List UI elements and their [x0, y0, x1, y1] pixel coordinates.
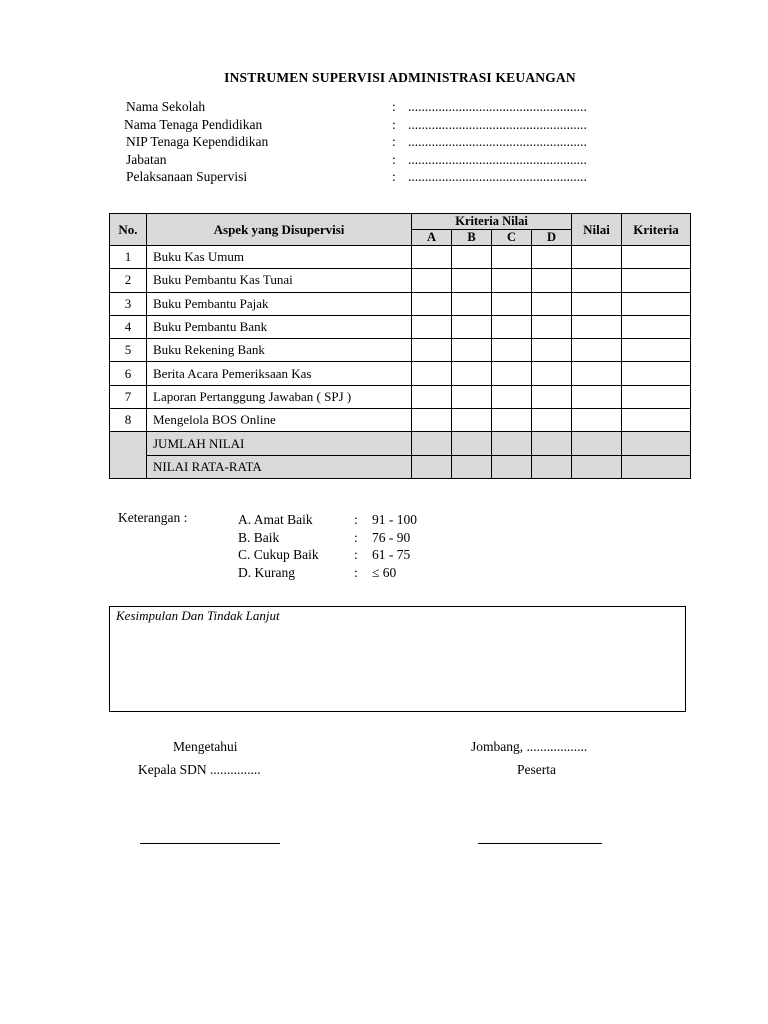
cell-d[interactable] [532, 269, 572, 292]
info-row-nama-sekolah [126, 98, 626, 116]
cell-d[interactable] [532, 292, 572, 315]
cell-kriteria[interactable] [622, 362, 691, 385]
legend-item [118, 546, 418, 564]
info-value-field[interactable]: ..................................................... [408, 151, 587, 167]
info-colon: : [392, 99, 396, 114]
cell-a[interactable] [412, 385, 452, 408]
table-row [110, 362, 691, 385]
cell-d[interactable] [532, 409, 572, 432]
cell-b[interactable] [452, 362, 492, 385]
row-number: 2 [110, 269, 147, 292]
info-value-field[interactable]: ..................................................... [408, 116, 587, 132]
cell-b[interactable] [452, 269, 492, 292]
summary-cell[interactable] [572, 432, 622, 455]
legend-grade: C. Cukup Baik [238, 547, 319, 562]
cell-b[interactable] [452, 339, 492, 362]
cell-a[interactable] [412, 362, 452, 385]
info-row-nama-tenaga-pendidikan [126, 116, 626, 134]
cell-nilai[interactable] [572, 409, 622, 432]
jumlah-nilai-label: JUMLAH NILAI [147, 432, 412, 455]
header-a: A [412, 230, 452, 246]
table-row [110, 246, 691, 269]
cell-kriteria[interactable] [622, 339, 691, 362]
row-number: 7 [110, 385, 147, 408]
cell-c[interactable] [492, 385, 532, 408]
identity-section [126, 98, 626, 186]
row-number: 5 [110, 339, 147, 362]
row-aspek: Buku Pembantu Pajak [147, 292, 412, 315]
header-no: No. [110, 214, 147, 246]
row-aspek: Buku Pembantu Kas Tunai [147, 269, 412, 292]
cell-b[interactable] [452, 292, 492, 315]
cell-kriteria[interactable] [622, 385, 691, 408]
info-label: Pelaksanaan Supervisi [126, 169, 248, 184]
cell-nilai[interactable] [572, 385, 622, 408]
legend-grade: A. Amat Baik [238, 512, 313, 527]
peserta-signature-line [478, 843, 602, 844]
table-row [110, 292, 691, 315]
info-value-field[interactable]: ..................................................... [408, 134, 587, 149]
cell-d[interactable] [532, 246, 572, 269]
legend-range: ≤ 60 [372, 564, 397, 580]
cell-nilai[interactable] [572, 315, 622, 338]
peserta-label: Peserta [517, 762, 556, 777]
summary-cell[interactable] [532, 432, 572, 455]
cell-a[interactable] [412, 315, 452, 338]
info-label: Nama Tenaga Pendidikan [124, 116, 263, 132]
supervision-table [109, 213, 691, 479]
legend-colon: : [354, 529, 358, 545]
legend-colon: : [354, 547, 358, 562]
row-number: 8 [110, 409, 147, 432]
summary-cell[interactable] [412, 455, 452, 478]
cell-b[interactable] [452, 315, 492, 338]
header-d: D [532, 230, 572, 246]
row-number: 4 [110, 315, 147, 338]
cell-b[interactable] [452, 385, 492, 408]
table-row [110, 385, 691, 408]
info-colon: : [392, 116, 396, 132]
row-aspek: Berita Acara Pemeriksaan Kas [147, 362, 412, 385]
info-label: NIP Tenaga Kependidikan [126, 134, 269, 149]
document-title: INSTRUMEN SUPERVISI ADMINISTRASI KEUANGAN [224, 70, 576, 85]
summary-cell[interactable] [572, 455, 622, 478]
cell-nilai[interactable] [572, 292, 622, 315]
cell-kriteria[interactable] [622, 315, 691, 338]
nilai-rata-row [110, 455, 691, 478]
kesimpulan-box[interactable] [109, 606, 686, 712]
table-row [110, 409, 691, 432]
summary-cell[interactable] [452, 455, 492, 478]
cell-nilai[interactable] [572, 362, 622, 385]
summary-cell[interactable] [492, 455, 532, 478]
legend-range: 91 - 100 [372, 512, 417, 527]
summary-cell[interactable] [532, 455, 572, 478]
cell-c[interactable] [492, 409, 532, 432]
summary-cell[interactable] [412, 432, 452, 455]
row-aspek: Buku Rekening Bank [147, 339, 412, 362]
header-c: C [492, 230, 532, 246]
row-aspek: Mengelola BOS Online [147, 409, 412, 432]
cell-nilai[interactable] [572, 339, 622, 362]
legend-range: 61 - 75 [372, 547, 411, 562]
jumlah-nilai-row [110, 432, 691, 455]
info-colon: : [392, 169, 396, 184]
kepala-signature-line [140, 843, 280, 844]
row-number: 6 [110, 362, 147, 385]
info-label: Nama Sekolah [126, 99, 206, 114]
header-kriteria: Kriteria [622, 214, 691, 246]
table-row [110, 315, 691, 338]
cell-kriteria[interactable] [622, 409, 691, 432]
cell-a[interactable] [412, 339, 452, 362]
cell-a[interactable] [412, 246, 452, 269]
cell-c[interactable] [492, 339, 532, 362]
info-row-nip [126, 133, 626, 151]
legend-grade: D. Kurang [238, 564, 295, 580]
legend-item [118, 529, 418, 547]
cell-c[interactable] [492, 269, 532, 292]
kepala-sdn-label: Kepala SDN ............... [138, 762, 261, 777]
header-nilai: Nilai [572, 214, 622, 246]
cell-b[interactable] [452, 409, 492, 432]
keterangan-label: Keterangan : [118, 510, 188, 525]
cell-d[interactable] [532, 339, 572, 362]
info-colon: : [392, 151, 396, 167]
cell-c[interactable] [492, 246, 532, 269]
summary-cell[interactable] [622, 455, 691, 478]
info-row-pelaksanaan [126, 168, 626, 186]
row-number: 3 [110, 292, 147, 315]
summary-cell[interactable] [452, 432, 492, 455]
cell-d[interactable] [532, 385, 572, 408]
cell-b[interactable] [452, 246, 492, 269]
legend-colon: : [354, 564, 358, 580]
info-value-field[interactable]: ..................................................... [408, 169, 587, 184]
table-row [110, 339, 691, 362]
info-value-field[interactable]: ..................................................... [408, 99, 587, 114]
legend-item [118, 511, 418, 529]
cell-c[interactable] [492, 315, 532, 338]
summary-cell[interactable] [492, 432, 532, 455]
header-b: B [452, 230, 492, 246]
summary-blank-cell [110, 432, 147, 479]
mengetahui-label: Mengetahui [173, 739, 238, 754]
legend-range: 76 - 90 [372, 529, 411, 545]
cell-a[interactable] [412, 409, 452, 432]
cell-kriteria[interactable] [622, 292, 691, 315]
cell-d[interactable] [532, 315, 572, 338]
legend-grade: B. Baik [238, 529, 280, 545]
cell-c[interactable] [492, 362, 532, 385]
legend-item [118, 564, 418, 582]
kesimpulan-label: Kesimpulan Dan Tindak Lanjut [116, 608, 280, 623]
cell-d[interactable] [532, 362, 572, 385]
info-row-jabatan [126, 151, 626, 169]
info-colon: : [392, 134, 396, 149]
cell-a[interactable] [412, 269, 452, 292]
cell-c[interactable] [492, 292, 532, 315]
place-date-label: Jombang, .................. [471, 739, 588, 754]
cell-a[interactable] [412, 292, 452, 315]
row-aspek: Laporan Pertanggung Jawaban ( SPJ ) [147, 385, 412, 408]
row-number: 1 [110, 246, 147, 269]
table-row [110, 269, 691, 292]
info-label: Jabatan [126, 151, 167, 167]
legend-colon: : [354, 512, 358, 527]
cell-kriteria[interactable] [622, 269, 691, 292]
nilai-rata-label: NILAI RATA-RATA [147, 455, 412, 478]
cell-nilai[interactable] [572, 246, 622, 269]
header-kriteria-nilai: Kriteria Nilai [412, 214, 572, 230]
summary-cell[interactable] [622, 432, 691, 455]
row-aspek: Buku Pembantu Bank [147, 315, 412, 338]
row-aspek: Buku Kas Umum [147, 246, 412, 269]
cell-kriteria[interactable] [622, 246, 691, 269]
header-aspek: Aspek yang Disupervisi [147, 214, 412, 246]
cell-nilai[interactable] [572, 269, 622, 292]
